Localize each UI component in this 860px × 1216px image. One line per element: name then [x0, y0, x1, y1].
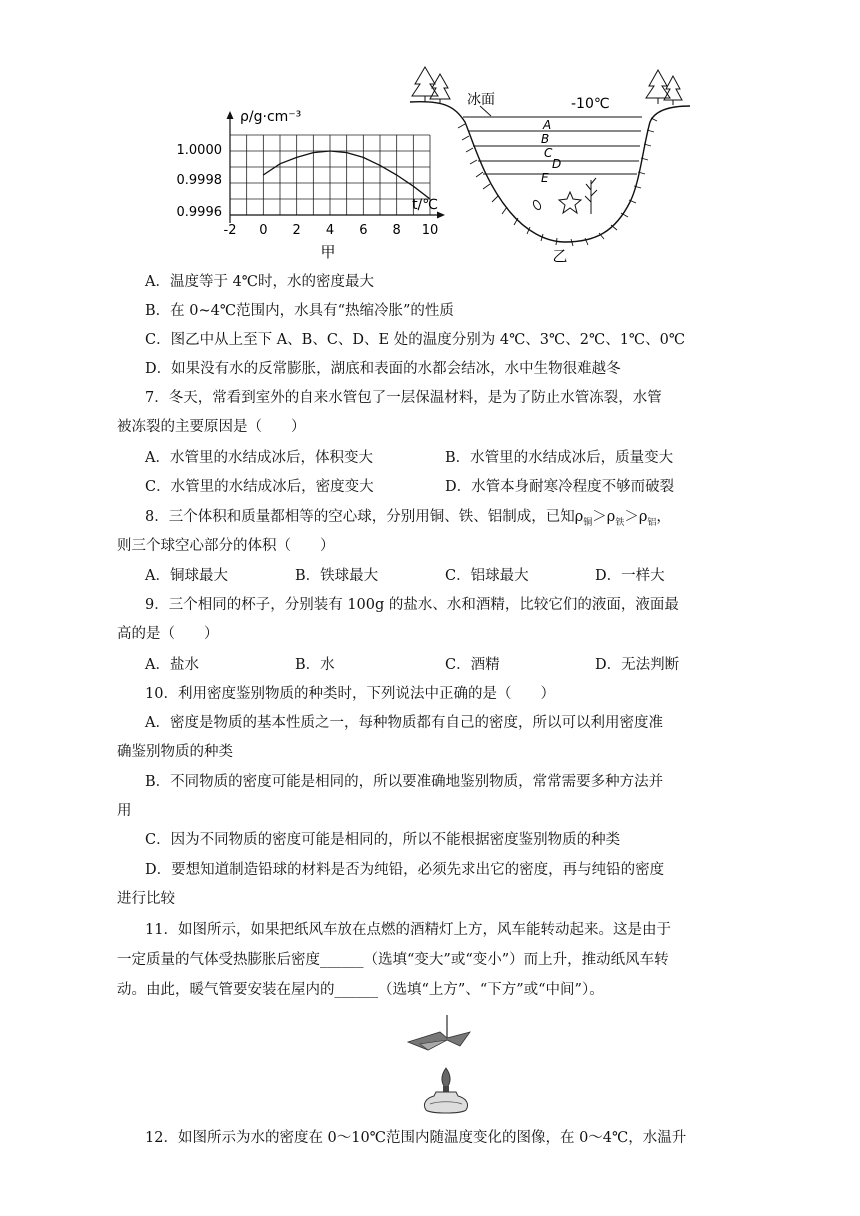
q9-option-a: A．盐水 — [145, 657, 199, 673]
rho-symbol: ρ — [638, 509, 648, 525]
lamp-wick-icon — [443, 1086, 449, 1092]
q8-option-c: C．铝球最大 — [445, 568, 529, 584]
q6-option-c: C．图乙中从上至下 A、B、C、D、E 处的温度分别为 4℃、3℃、2℃、1℃、0℃ — [145, 332, 686, 348]
q8-option-b: B．铁球最大 — [295, 568, 379, 584]
y-axis-label: ρ/g·cm⁻³ — [240, 109, 302, 125]
x-tick-label: 4 — [325, 223, 335, 238]
basin-hatching — [458, 118, 657, 246]
x-tick-label: 8 — [392, 223, 401, 238]
y-tick-label: 0.9998 — [176, 173, 222, 188]
fish-icon — [532, 199, 542, 211]
gt-symbol: ＞ — [624, 509, 639, 525]
q7-option-b: B．水管里的水结成冰后，质量变大 — [445, 450, 674, 466]
pinwheel-lamp-figure — [400, 1010, 480, 1115]
q6-option-d: D．如果没有水的反常膨胀，湖底和表面的水都会结冰，水中生物很难越冬 — [145, 361, 621, 377]
q11-stem: 11．如图所示，如果把纸风车放在点燃的酒精灯上方，风车能转动起来。这是由于 — [145, 922, 671, 938]
q11-stem-cont: 一定质量的气体受热膨胀后密度______（选填“变大”或“变小”）而上升，推动纸风车转 — [117, 952, 669, 968]
graph-grid — [230, 135, 430, 215]
rho-sub-al: 铝 — [647, 517, 657, 528]
water-plant-icon — [585, 178, 597, 214]
q7-option-d: D．水管本身耐寒冷程度不够而破裂 — [445, 479, 675, 495]
q7-option-c: C．水管里的水结成冰后，密度变大 — [145, 479, 374, 495]
rho-sub-cu: 铜 — [583, 517, 593, 528]
q9-stem-cont: 高的是（ ） — [117, 626, 219, 642]
air-temp-label: -10℃ — [571, 96, 610, 112]
q8-stem — [145, 507, 671, 533]
q10-option-b: B．不同物质的密度可能是相同的，所以要准确地鉴别物质，常常需要多种方法并 — [145, 774, 664, 790]
q6-option-b: B．在 0~4℃范围内，水具有“热缩冷胀”的性质 — [145, 303, 454, 319]
flame-icon — [442, 1068, 450, 1088]
q10-option-a-cont: 确鉴别物质的种类 — [117, 744, 233, 760]
gt-symbol: ＞ — [592, 509, 607, 525]
q9-option-d: D．无法判断 — [595, 657, 680, 673]
tree-left-icon — [412, 67, 450, 104]
q10-option-c: C．因为不同物质的密度可能是相同的，所以不能根据密度鉴别物质的种类 — [145, 832, 621, 848]
ice-label: 冰面 — [467, 92, 495, 108]
x-tick-label: 2 — [292, 223, 301, 238]
q8-stem-cont: 则三个球空心部分的体积（ ） — [117, 538, 335, 554]
q10-option-b-cont: 用 — [117, 803, 132, 819]
rho-symbol: ρ — [574, 509, 584, 525]
q8-stem-text: 8．三个体积和质量都相等的空心球，分别用铜、铁、铝制成，已知 — [145, 509, 575, 525]
q9-stem: 9．三个相同的杯子，分别装有 100g 的盐水、水和酒精，比较它们的液面，液面最 — [145, 597, 679, 613]
x-axis-label: t/℃ — [412, 197, 438, 213]
q10-option-d-cont: 进行比较 — [117, 891, 175, 907]
x-tick-label: 0 — [259, 223, 268, 238]
layer-label-d: D — [552, 157, 562, 171]
rho-sub-fe: 铁 — [615, 517, 625, 528]
starfish-icon — [559, 192, 581, 213]
x-tick-label: -2 — [223, 223, 237, 238]
y-tick-label: 1.0000 — [176, 143, 222, 158]
y-tick-label: 0.9996 — [176, 205, 222, 220]
layer-label-e: E — [541, 171, 549, 185]
q8-option-d: D．一样大 — [595, 568, 665, 584]
layer-label-a: A — [543, 118, 552, 132]
q10-option-d: D．要想知道制造铅球的材料是否为纯铅，必须先求出它的密度，再与纯铅的密度 — [145, 862, 665, 878]
q7-stem-cont: 被冻裂的主要原因是（ ） — [117, 419, 306, 435]
x-tick-label: 6 — [359, 223, 368, 238]
layer-label-c: C — [544, 146, 553, 160]
lake-diagram — [405, 62, 695, 267]
y-axis-arrow — [227, 111, 234, 119]
alcohol-lamp-icon — [424, 1092, 467, 1113]
q9-option-c: C．酒精 — [445, 657, 500, 673]
layer-label-b: B — [541, 132, 550, 146]
q10-stem: 10．利用密度鉴别物质的种类时，下列说法中正确的是（ ） — [145, 686, 555, 702]
comma: ， — [656, 509, 671, 525]
q12-stem: 12．如图所示为水的密度在 0～10℃范围内随温度变化的图像，在 0～4℃，水温升 — [145, 1130, 687, 1146]
q7-stem: 7．冬天，常看到室外的自来水管包了一层保温材料，是为了防止水管冻裂，水管 — [145, 390, 662, 406]
rho-symbol: ρ — [606, 509, 616, 525]
graph-caption: 甲 — [320, 243, 336, 261]
q8-option-a: A．铜球最大 — [145, 568, 228, 584]
q9-option-b: B．水 — [295, 657, 335, 673]
q11-stem-cont: 动。由此，暖气管要安装在屋内的______（选填“上方”、“下方”或“中间”）。 — [117, 982, 604, 998]
lake-caption: 乙 — [552, 247, 568, 265]
x-tick-label: 10 — [421, 223, 439, 238]
tree-right-icon — [646, 70, 682, 105]
q10-option-a: A．密度是物质的基本性质之一，每种物质都有自己的密度，所以可以利用密度准 — [145, 715, 663, 731]
q6-option-a: A．温度等于 4℃时，水的密度最大 — [145, 274, 375, 290]
q7-option-a: A．水管里的水结成冰后，体积变大 — [145, 450, 373, 466]
